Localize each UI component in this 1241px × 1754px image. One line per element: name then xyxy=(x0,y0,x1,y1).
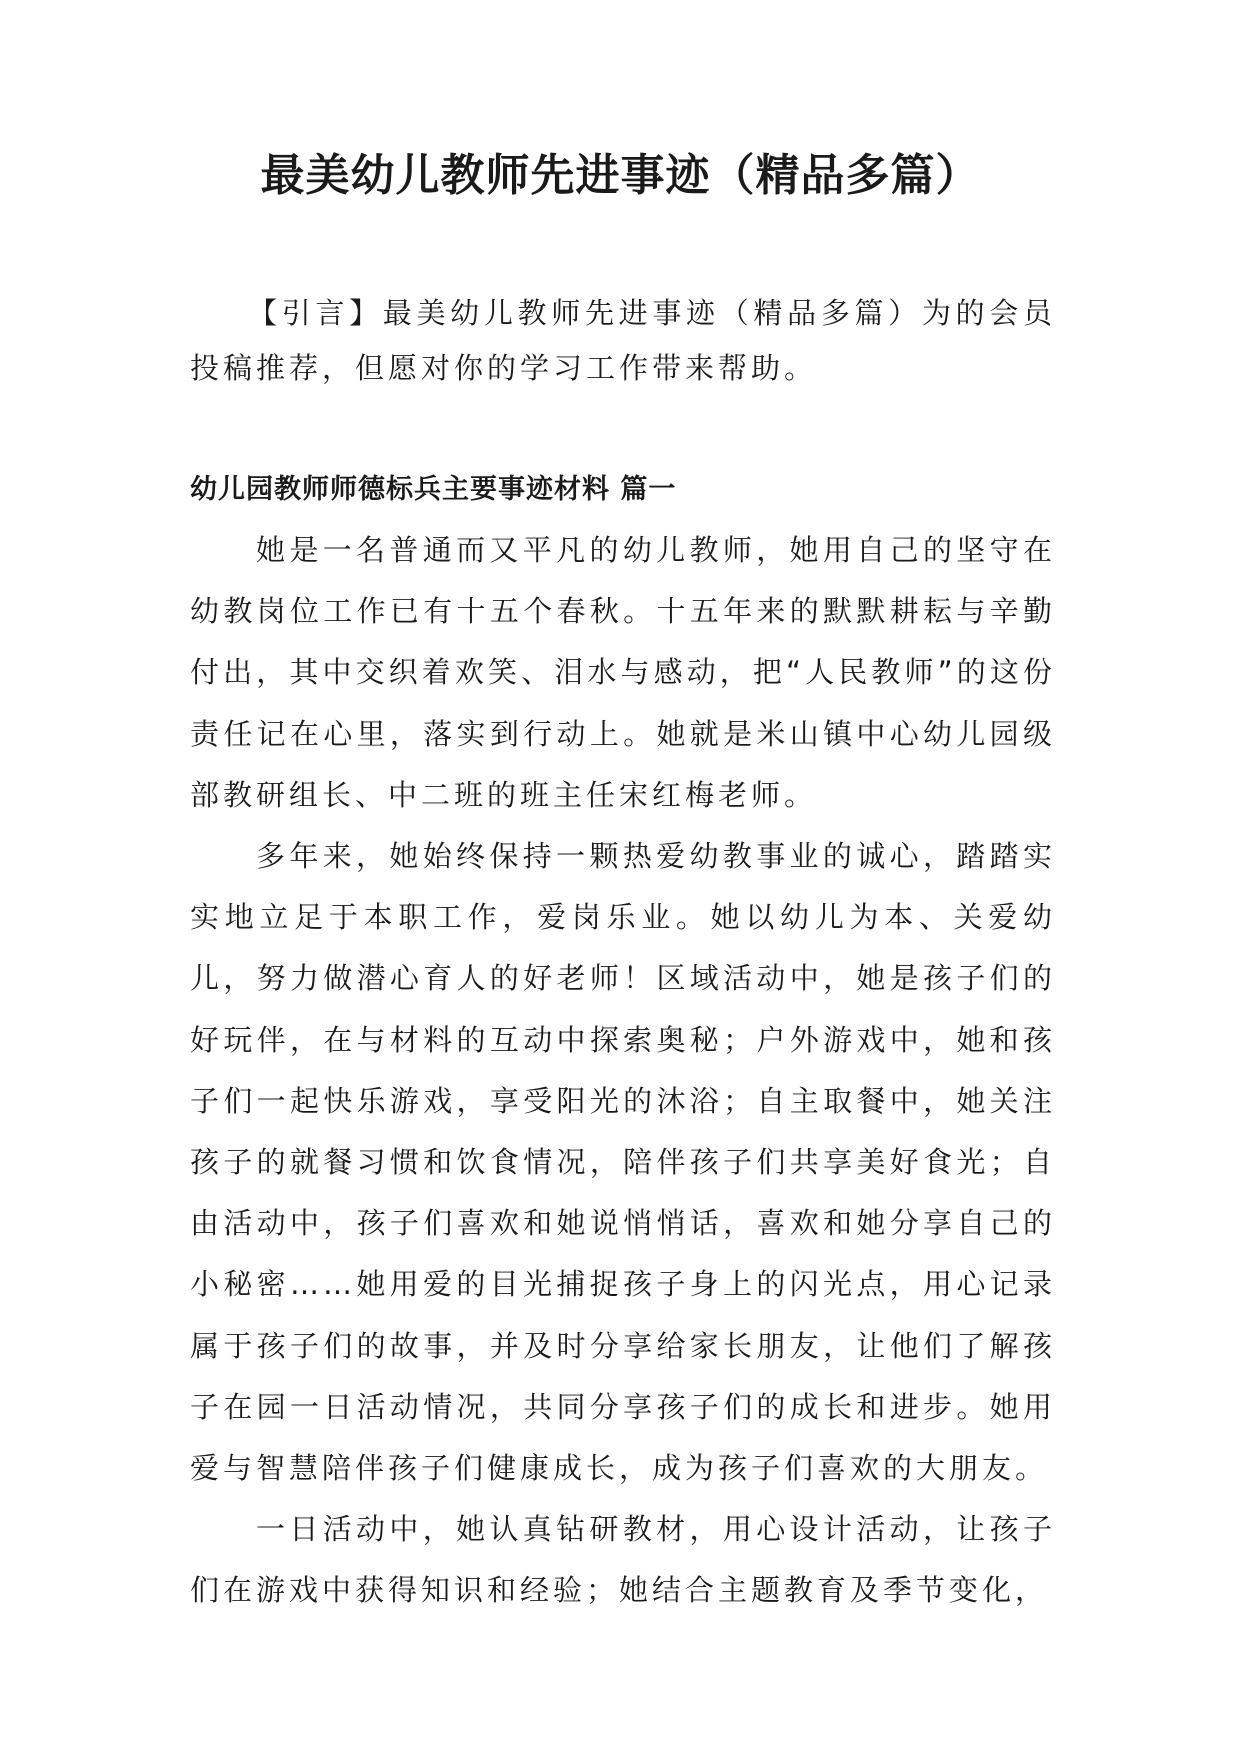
section-heading: 幼儿园教师师德标兵主要事迹材料 篇一 xyxy=(190,474,677,505)
document-title: 最美幼儿教师先进事迹（精品多篇） xyxy=(260,150,981,201)
body-paragraph-3: 一日活动中，她认真钻研教材，用心设计活动，让孩子们在游戏中获得知识和经验；她结合主题教育及季节变化， xyxy=(190,1512,1056,1608)
body-paragraph-1: 她是一名普通而又平凡的幼儿教师，她用自己的坚守在幼教岗位工作已有十五个春秋。十五年来的默默耕耘与辛勤付出，其中交织着欢笑、泪水与感动，把“人民教师”的这份责任记在心里，落实到行动上。她就是米山镇中心幼儿园级部教研组长、中二班的班主任宋红梅老师。 xyxy=(190,533,1056,812)
body-paragraph-2: 多年来，她始终保持一颗热爱幼教事业的诚心，踏踏实实地立足于本职工作，爱岗乐业。她以幼儿为本、关爱幼儿，努力做潜心育人的好老师！区域活动中，她是孩子们的好玩伴，在与材料的互动中探索奥秘；户外游戏中，她和孩子们一起快乐游戏，享受阳光的沐浴；自主取餐中，她关注孩子的就餐习惯和饮食情况，陪伴孩子们共享美好食光；自由活动中，孩子们喜欢和她说悄悄话，喜欢和她分享自己的小秘密……她用爱的目光捕捉孩子身上的闪光点，用心记录属于孩子们的故事，并及时分享给家长朋友，让他们了解孩子在园一日活动情况，共同分享孩子们的成长和进步。她用爱与智慧陪伴孩子们健康成长，成为孩子们喜欢的大朋友。 xyxy=(190,839,1056,1486)
body-text xyxy=(190,520,1056,1622)
intro-paragraph: 【引言】最美幼儿教师先进事迹（精品多篇）为的会员投稿推荐，但愿对你的学习工作带来帮助。 xyxy=(190,296,1056,385)
